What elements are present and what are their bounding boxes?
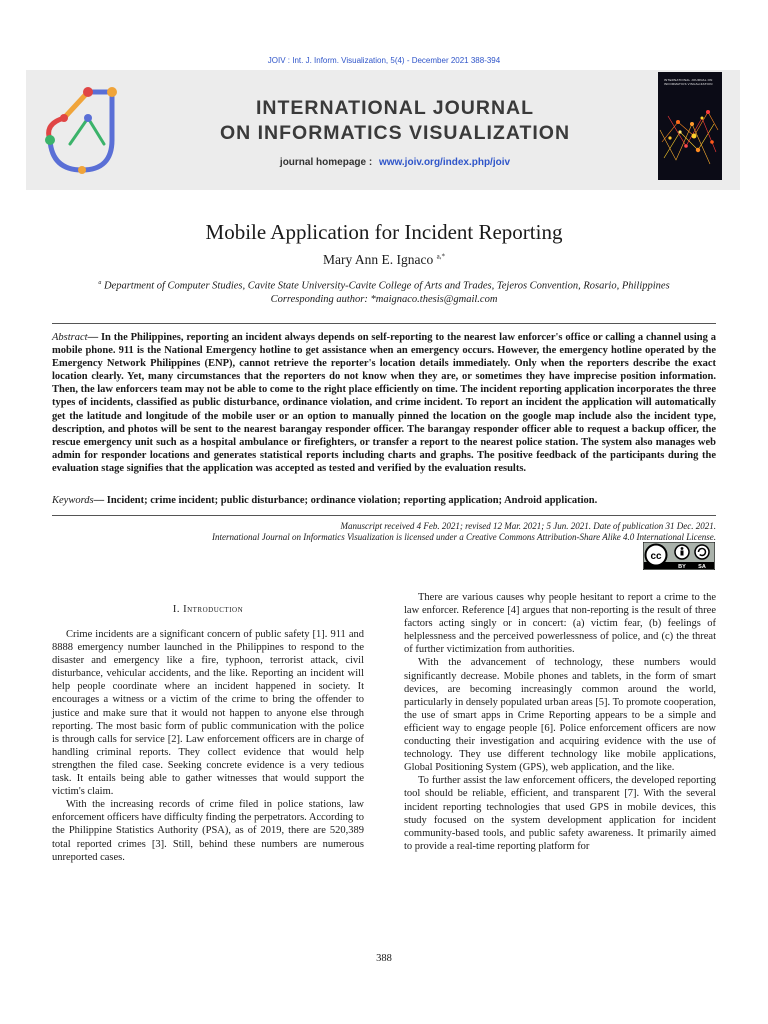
- homepage-link[interactable]: www.joiv.org/index.php/joiv: [378, 157, 511, 168]
- cover-title: INTERNATIONAL JOURNAL ON INFORMATICS VISUALIZATION: [664, 78, 713, 86]
- section-heading-introduction: I. Introduction: [172, 604, 244, 615]
- body-paragraph: With the increasing records of crime filed in police stations, law enforcement officers have difficulty finding the perpetrators. According to the Philippine Statistics Authority (PSA), as of 2019, there are 520,389 total reported crimes [3]. Still, behind these numbers are numerous unreported cases.: [52, 799, 364, 863]
- body-column-right: [404, 591, 716, 853]
- body-column-left: [52, 628, 364, 864]
- page-number: 388: [376, 953, 392, 964]
- affiliation-superscript: a: [98, 280, 102, 286]
- body-paragraph: There are various causes why people hesitant to report a crime to the law enforcer. Reference [4] argues that non-reporting is the result of three factors acting singly or in concert: (a) victim fear, (b) feelings of helplessness and the perceived powerlessness of police, and (c) the threat of further victimization from authorities.: [404, 592, 716, 656]
- manuscript-info: [52, 521, 716, 543]
- author-line: [0, 252, 768, 268]
- license-text: International Journal on Informatics Visualization is licensed under a Creative Commons Attribution-Share Alike 4.0 International License.: [211, 532, 716, 542]
- keywords: [52, 495, 716, 506]
- paper-title: Mobile Application for Incident Reporting: [205, 220, 563, 244]
- journal-title-line1: INTERNATIONAL JOURNAL: [255, 97, 535, 119]
- affiliation-text: Department of Computer Studies, Cavite State University-Cavite College of Arts and Trades, Tejeros Convention, Rosario, Philippines: [101, 280, 670, 292]
- homepage-label: journal homepage :: [279, 157, 373, 168]
- cc-by-label: BY: [678, 564, 686, 570]
- svg-text:cc: cc: [650, 551, 662, 562]
- corresponding-author: Corresponding author: *maignaco.thesis@gmail.com: [270, 293, 498, 305]
- body-paragraph: Crime incidents are a significant concern of public safety [1]. 911 and 8888 emergency number launched in the Philippines to respond to the disaster and emergency like a fire, typhoon, terrorist attack, civil disturbance, vehicular accidents, and the like. Reporting an incident will help people coordinate where an incident happened in society. It encourages a witness or a victim of the crime to bring the offender to justice and make sure that it would not happen to anyone else through reporting. The most basic form of public communication with the police is through calls for service [2]. Law enforcement officers are in charge of handling criminal reports. They collect evidence that would help strengthen the filed case. Seeking concrete evidence is a very tedious task. It entails being able to gather witnesses that would support the victim's claim.: [52, 629, 364, 798]
- keywords-bottom-rule: [52, 515, 716, 516]
- journal-cover-image: [658, 72, 722, 180]
- journal-homepage: [140, 157, 650, 168]
- journal-logo: [30, 78, 126, 178]
- affiliation-block: [40, 277, 728, 306]
- journal-citation: JOIV : Int. J. Inform. Visualization, 5(4) - December 2021 388-394: [267, 56, 501, 65]
- journal-title: [140, 96, 650, 146]
- abstract-text: — In the Philippines, reporting an incident always depends on self-reporting to the nearest law enforcer's office or calling a channel using a mobile phone. 911 is the National Emergency hotline to get assistance when an emergency occurs. However, the emergency hotline operated by the Emergency Network Philippines (ENP), cannot retrieve the reporter's location details immediately. Only when the reporters describe the exact location clearly. Yet, many circumstances that the reporters do not know when they are, or sometimes they have imprecise position information. Then, the law enforcers team may not be able to come to the right place efficiently on time. The incident reporting application incorporates the three types of incidents, classified as public disturbance, ordinance violation, and crime incident. To report an incident the application will automatically get the latitude and longitude of the mobile user or an option to manually pinned the location on the google map include also the incident type, description, and photos will be sent to the nearest barangay responder officer. The barangay responder officer able to request a backup officer, the rescue emergency unit such as a hospital ambulance or firefighters, or transfer a report to the nearest police station. The system also manages web admin for responder locations and generates statistical reports including charts and graphs. The positive feedback of the participants during the evaluation stage signifies that the application was accepted as tested and verified by the evaluation results.: [52, 332, 716, 474]
- body-paragraph: To further assist the law enforcement officers, the developed reporting tool should be reliable, efficient, and transparent [7]. With the several incident reporting technologies that used GPS in mobile devices, this study focused on the system development application for incident community-based tools, and public safety awareness. It primarily aimed to provide a real-time reporting platform for: [404, 775, 716, 852]
- abstract-lead: Abstract: [52, 332, 88, 343]
- body-paragraph: With the advancement of technology, these numbers would significantly decrease. Mobile phones and tablets, in the form of smart devices, are becoming increasingly common around the world, particularly in densely populated urban areas [5]. To promote cooperation, the use of smart apps in Crime Reporting appears to be a simple and efficient way to engage people [6]. Police enforcement officers are now conducting their investigation and acquiring evidence with the use of technology. They use different technology like mobile applications, Global Positioning System (GPS), web application, and the like.: [404, 657, 716, 774]
- author-superscript: a,*: [436, 252, 445, 261]
- keywords-lead: Keywords: [52, 495, 94, 506]
- manuscript-dates: Manuscript received 4 Feb. 2021; revised 12 Mar. 2021; 5 Jun. 2021. Date of publication 31 Dec. 2021.: [340, 521, 716, 531]
- cc-license-badge[interactable]: [643, 542, 715, 570]
- affiliation-line: [40, 277, 728, 293]
- cc-sa-label: SA: [698, 564, 706, 570]
- keywords-text: — Incident; crime incident; public disturbance; ordinance violation; reporting application; Android application.: [93, 495, 598, 506]
- author-name: Mary Ann E. Ignaco: [323, 252, 434, 267]
- abstract: [52, 331, 716, 475]
- abstract-top-rule: [52, 323, 716, 324]
- journal-title-line2: ON INFORMATICS VISUALIZATION: [219, 122, 571, 144]
